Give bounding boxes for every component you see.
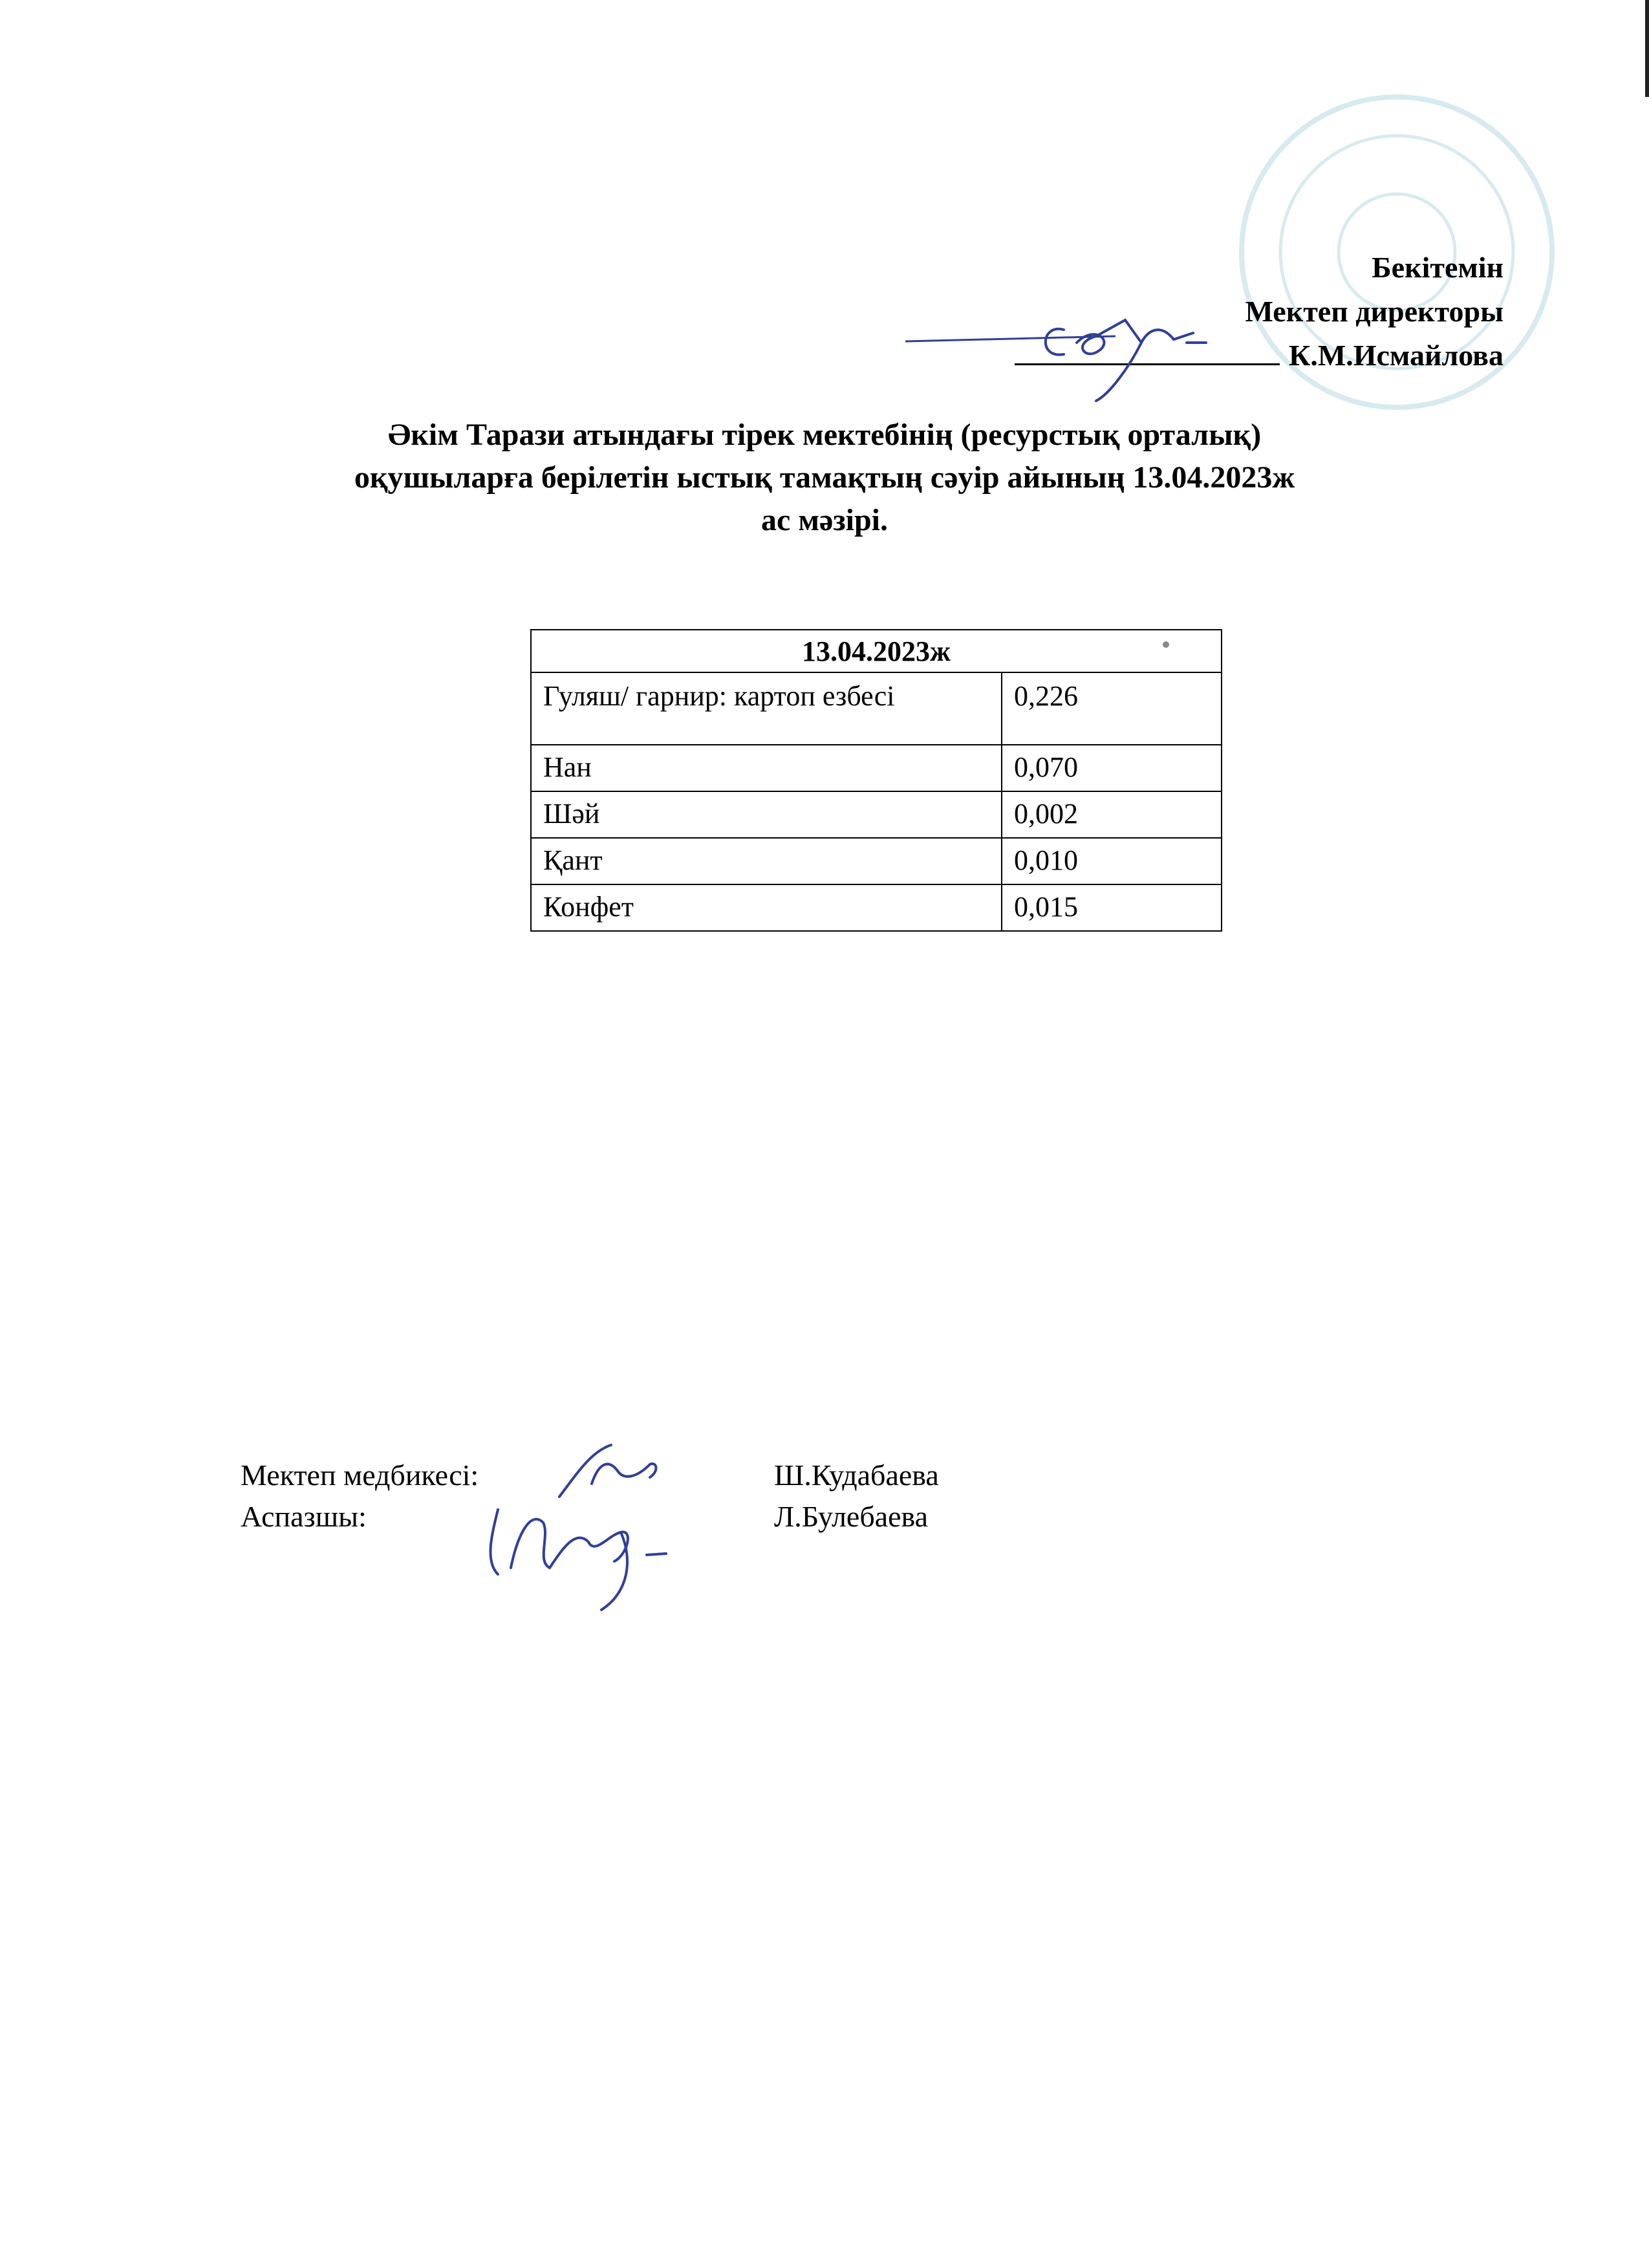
cook-signature [472,1484,685,1620]
title-line-2: оқушыларға берілетін ыстық тамақтың сәуір айының 13.04.2023ж [354,460,1295,495]
menu-item: Қант [531,838,1002,884]
scan-speck [1163,641,1169,648]
title-line-3: ас мәзірі. [761,503,888,537]
menu-amount: 0,002 [1002,791,1222,838]
table-row [531,745,1222,791]
menu-item: Гуляш/ гарнир: картоп езбесі [531,672,1002,745]
menu-table [530,629,1222,932]
menu-amount: 0,015 [1002,884,1222,931]
table-row [531,838,1222,884]
approval-title: Бекітемін [1372,251,1503,284]
nurse-name: Ш.Кудабаева [774,1459,939,1492]
menu-amount: 0,070 [1002,745,1222,791]
nurse-role: Мектеп медбикесі: [241,1459,479,1492]
cook-name: Л.Булебаева [774,1500,929,1533]
menu-item: Шәй [531,791,1002,838]
table-row [531,884,1222,931]
table-header-date: 13.04.2023ж [531,630,1222,672]
menu-item: Конфет [531,884,1002,931]
table-row [531,672,1222,745]
menu-item: Нан [531,745,1002,791]
approval-position: Мектеп директоры [1245,295,1503,328]
table-row [531,791,1222,838]
menu-amount: 0,226 [1002,672,1222,745]
title-line-1: Әкім Тарази атындағы тірек мектебінің (ресурстық орталық) [387,418,1262,452]
director-signature [902,304,1225,420]
director-name: К.М.Исмайлова [1289,339,1503,372]
cook-role: Аспазшы: [241,1500,367,1533]
scan-edge [1645,0,1649,97]
document-title [0,414,1649,542]
menu-amount: 0,010 [1002,838,1222,884]
